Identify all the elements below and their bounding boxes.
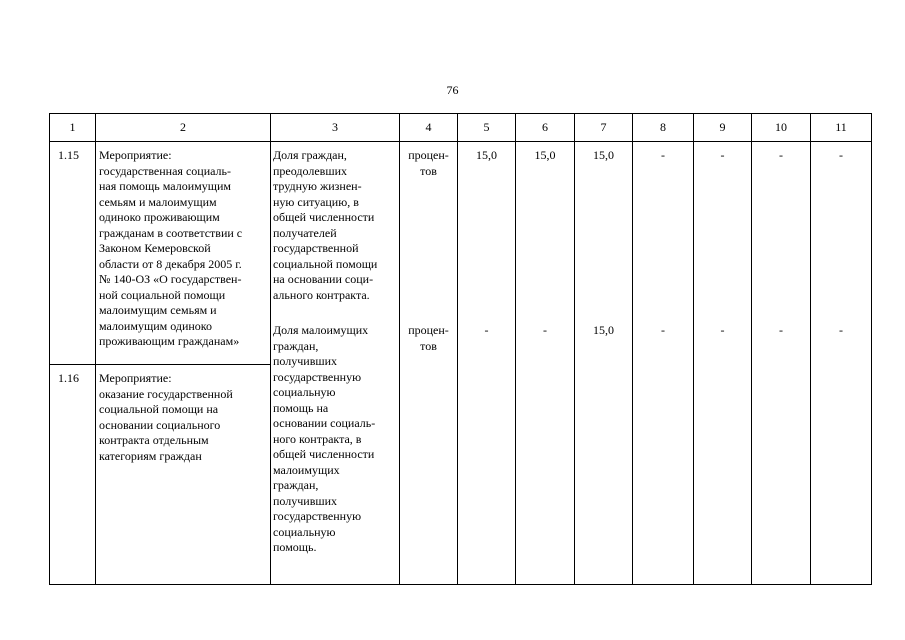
text-line: граждан,: [273, 478, 319, 492]
indicator-text-2: [271, 323, 399, 556]
text-line: на основании соци-: [273, 272, 374, 286]
value-2: -: [779, 322, 783, 337]
unit-cell: [400, 142, 458, 585]
indicators-table: [49, 113, 872, 585]
row-number: 1.16: [58, 371, 79, 385]
text-line: ального контракта.: [273, 287, 370, 302]
header-cell: 5: [458, 114, 516, 142]
table-row: [50, 142, 872, 365]
text-line: получивших: [273, 354, 338, 368]
value-1: 15,0: [593, 148, 614, 162]
text-line: гражданам в соответствии с: [99, 225, 243, 240]
text-line: получивших: [273, 493, 338, 508]
header-cell: 3: [271, 114, 400, 142]
header-cell: 1: [50, 114, 96, 142]
text-line: категориям граждан: [99, 448, 202, 463]
value-cell: [694, 142, 752, 585]
text-line: области от 8 декабря 2005 г.: [99, 256, 242, 271]
header-cell: 10: [752, 114, 811, 142]
text-line: государственную: [273, 509, 362, 523]
header-cell: 7: [575, 114, 633, 142]
text-line: процен-: [408, 148, 449, 162]
indicator-cell: [271, 142, 400, 585]
text-line: государственную: [273, 369, 362, 384]
text-line: семьям и малоимущим: [99, 194, 217, 209]
text-line: контракта отдельным: [99, 433, 209, 447]
text-line: оказание государственной: [99, 386, 233, 401]
text-line: государственная социаль-: [99, 163, 232, 178]
text-line: Доля граждан,: [273, 148, 347, 162]
value-cell: [752, 142, 811, 585]
text-line: Мероприятие:: [99, 371, 172, 385]
measure-text: [96, 365, 270, 464]
text-line: Законом Кемеровской: [99, 241, 211, 255]
value-1: -: [839, 148, 843, 162]
value-cell: [516, 142, 575, 585]
text-line: трудную жизнен-: [273, 179, 362, 193]
text-line: малоимущим одиноко: [99, 318, 213, 333]
text-line: ную ситуацию, в: [273, 194, 359, 209]
text-line: государственной: [273, 241, 359, 255]
text-line: малоимущих: [273, 462, 340, 477]
text-line: преодолевших: [273, 163, 347, 178]
value-2: -: [484, 322, 489, 337]
value-2: -: [543, 322, 547, 337]
text-line: ного контракта, в: [273, 431, 362, 446]
text-line: ной социальной помощи: [99, 287, 226, 302]
page-number: 76: [446, 83, 459, 97]
value-cell: [458, 142, 516, 585]
row-number-cell: [50, 365, 96, 585]
text-line: ная помощь малоимущим: [99, 179, 231, 193]
measure-cell: [96, 142, 271, 365]
text-line: основании социаль-: [273, 416, 376, 430]
text-line: проживающим гражданам»: [99, 334, 240, 348]
text-line: социальной помощи: [273, 256, 378, 271]
header-cell: 4: [400, 114, 458, 142]
text-line: социальной помощи на: [99, 402, 219, 416]
unit-text-1: [400, 142, 457, 179]
text-line: социальную: [273, 524, 336, 539]
value-2: -: [661, 322, 665, 337]
value-1: 15,0: [534, 148, 556, 162]
header-cell: 9: [694, 114, 752, 142]
value-1: -: [720, 148, 725, 162]
text-line: № 140-ОЗ «О государствен-: [99, 272, 242, 286]
text-line: процен-: [408, 323, 449, 337]
value-cell: [633, 142, 694, 585]
value-cell: [811, 142, 872, 585]
header-row: [50, 114, 872, 142]
measure-cell: [96, 365, 271, 585]
text-line: основании социального: [99, 417, 221, 432]
header-cell: 6: [516, 114, 575, 142]
value-cell: [575, 142, 633, 585]
text-line: малоимущим семьям и: [99, 303, 217, 317]
header-cell: 11: [811, 114, 872, 142]
measure-text: [96, 142, 270, 350]
text-line: общей численности: [273, 447, 375, 461]
header-cell: 8: [633, 114, 694, 142]
value-2: -: [839, 322, 843, 337]
unit-text-2: [400, 323, 457, 354]
row-number: 1.15: [58, 148, 79, 162]
text-line: Мероприятие:: [99, 148, 172, 162]
text-line: социальную: [273, 385, 336, 399]
value-2: -: [720, 322, 725, 337]
text-line: помощь.: [273, 540, 317, 554]
text-line: тов: [420, 163, 437, 178]
header-cell: 2: [96, 114, 271, 142]
value-1: -: [661, 148, 665, 162]
text-line: помощь на: [273, 400, 329, 415]
text-line: тов: [420, 338, 437, 353]
text-line: Доля малоимущих: [273, 323, 369, 337]
value-1: -: [779, 148, 783, 162]
row-number-cell: [50, 142, 96, 365]
text-line: получателей: [273, 225, 337, 240]
text-line: граждан,: [273, 338, 319, 353]
text-line: общей численности: [273, 210, 375, 224]
indicator-text-1: [271, 142, 399, 303]
value-1: 15,0: [476, 148, 497, 162]
text-line: одиноко проживающим: [99, 210, 220, 224]
value-2: 15,0: [593, 322, 614, 337]
